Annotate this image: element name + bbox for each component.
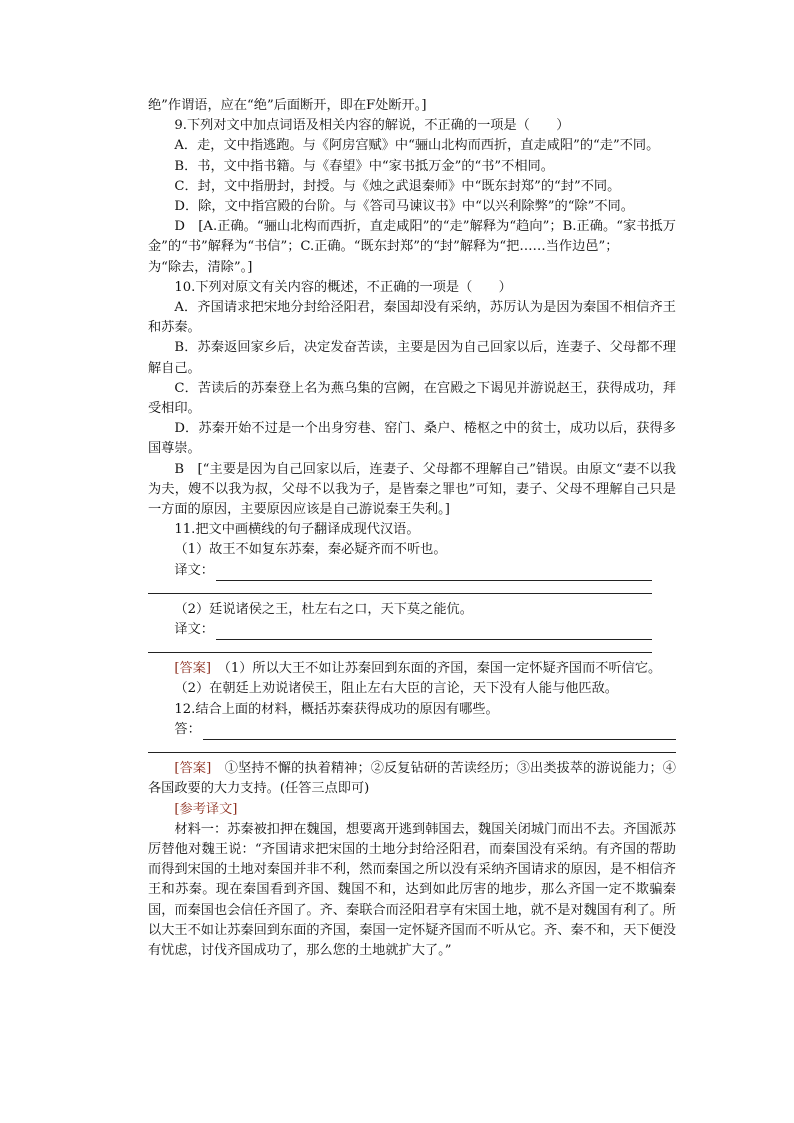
reference-translation: 材料一：苏秦被扣押在魏国，想要离开逃到韩国去，魏国关闭城门而出不去。齐国派苏厉替他对魏王说：“齐国请求把宋国的土地分封给泾阳君，而秦国没有采纳。有齐国的帮助而得到宋国的土地对秦国并非不利，然而秦国之所以没有采纳齐国请求的原因，是不相信齐王和苏秦。现在秦国看到齐国、魏国不和，达到如此厉害的地步，那么齐国一定不欺骗秦国，而秦国也会信任齐国了。齐、秦联合而泾阳君享有宋国土地，就不是对魏国有利了。所以大王不如让苏秦回到东面的齐国，秦国一定怀疑齐国而不听从它。齐、秦不和，天下便没有忧虑，讨伐齐国成功了，那么您的土地就扩大了。” <box>148 821 676 958</box>
reference-translation-tag: [参考译文] <box>174 801 238 817</box>
question-10: 10.下列对原文有关内容的概述，不正确的一项是（ ） <box>174 279 512 295</box>
translation-1-row <box>148 561 676 581</box>
answer-12-row <box>148 720 676 740</box>
question-9-option-a: A．走，文中指逃跑。与《阿房宫赋》中“骊山北构而西折，直走咸阳”的“走”不同。 <box>174 138 660 154</box>
answer-tag: [答案] <box>174 761 212 777</box>
answer-11-line-2: （2）在朝廷上劝说诸侯王，阻止左右大臣的言论，天下没有人能与他匹敌。 <box>174 681 618 697</box>
answer-9-part1: D [A.正确。“骊山北构而西折，直走咸阳”的“走”解释为“趋向”；B.正确。“家书抵万金”的“书”解释为“书信”；C.正确。“既东封郑”的“封”解释为“把……当作边邑”； <box>148 219 676 255</box>
question-10-option-a: A．齐国请求把宋地分封给泾阳君，秦国却没有采纳，苏厉认为是因为秦国不相信齐王和苏秦。 <box>148 300 676 336</box>
question-10-option-c: C．苦读后的苏秦登上名为燕乌集的宫阙，在宫殿之下谒见并游说赵王，获得成功，拜受相印。 <box>148 380 676 417</box>
question-11-sentence-2: （2）廷说诸侯之王，杜左右之口，天下莫之能伉。 <box>174 601 473 617</box>
translation-label: 译文： <box>174 622 214 638</box>
question-11: 11.把文中画横线的句子翻译成现代汉语。 <box>174 522 420 538</box>
translation-label: 译文： <box>174 562 214 578</box>
question-10-option-d: D．苏秦开始不过是一个出身穷巷、窑门、桑户、棬枢之中的贫士，成功以后，获得多国尊崇。 <box>148 421 676 457</box>
translation-2-blank-2[interactable] <box>148 640 652 653</box>
translation-2-row <box>148 620 676 640</box>
document-content <box>148 96 676 961</box>
question-11-sentence-1: （1）故王不如复东苏秦，秦必疑齐而不听也。 <box>174 542 447 558</box>
question-9-option-b: B．书，文中指书籍。与《春望》中“家书抵万金”的“书”不相同。 <box>174 158 554 174</box>
answer-12-blank[interactable] <box>203 725 676 740</box>
answer-10: B [“主要是因为自己回家以后，连妻子、父母都不理解自己”错误。由原文“妻不以我为夫，嫂不以我为叔，父母不以我为子，是皆秦之罪也”可知，妻子、父母不理解自己只是一方面的原因，主要原因应该是自己游说秦王失利。] <box>148 461 676 518</box>
question-12: 12.结合上面的材料，概括苏秦获得成功的原因有哪些。 <box>174 701 499 717</box>
question-9-option-c: C．封，文中指册封，封授。与《烛之武退秦师》中“既东封郑”的“封”不同。 <box>174 178 621 194</box>
answer-tag: [答案] <box>174 661 212 677</box>
translation-1-blank[interactable] <box>216 566 652 581</box>
prev-answer-tail: 绝”作谓语，应在“绝”后面断开，即在F处断开。] <box>148 98 427 113</box>
translation-2-blank[interactable] <box>216 625 652 640</box>
answer-12: [答案] ①坚持不懈的执着精神；②反复钻研的苦读经历；③出类拔萃的游说能力；④各国政要的大力支持。(任答三点即可) <box>148 761 676 797</box>
translation-1-blank-2[interactable] <box>148 581 652 594</box>
question-10-option-b: B．苏秦返回家乡后，决定发奋苦读，主要是因为自己回家以后，连妻子、父母都不理解自己。 <box>148 340 676 376</box>
answer-label: 答： <box>174 721 201 737</box>
question-9-option-d: D．除，文中指宫殿的台阶。与《答司马谏议书》中“以兴利除弊”的“除”不同。 <box>174 199 634 215</box>
answer-12-blank-2[interactable] <box>148 740 676 753</box>
answer-9-part3: 为“除去，清除”。] <box>148 259 253 275</box>
question-9: 9.下列对文中加点词语及相关内容的解说，不正确的一项是（ ） <box>174 118 570 134</box>
answer-11-line-1: [答案] （1）所以大王不如让苏秦回到东面的齐国，秦国一定怀疑齐国而不听信它。 <box>174 661 662 677</box>
